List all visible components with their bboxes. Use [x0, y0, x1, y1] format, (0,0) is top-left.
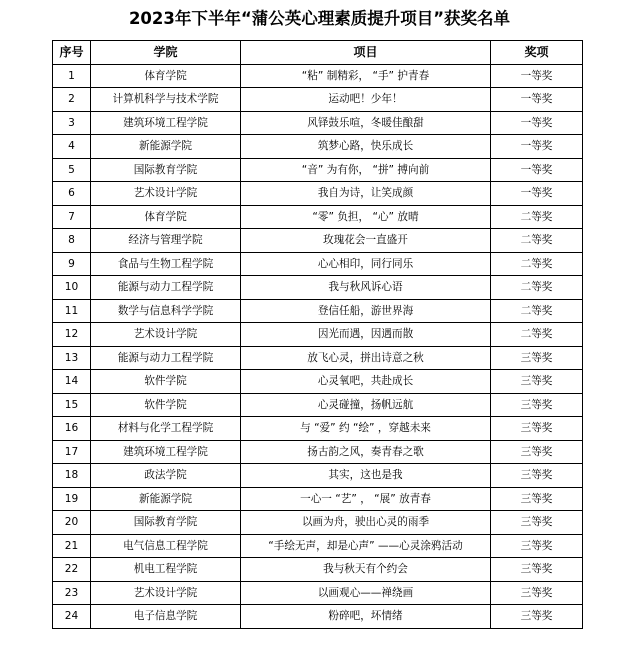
cell-num: 20 — [53, 511, 91, 535]
cell-project: 放飞心灵，拼出诗意之秋 — [241, 346, 491, 370]
table-row — [53, 205, 583, 229]
cell-num: 2 — [53, 88, 91, 112]
table-row — [53, 64, 583, 88]
cell-num: 4 — [53, 135, 91, 159]
cell-school: 电气信息工程学院 — [91, 534, 241, 558]
cell-school: 食品与生物工程学院 — [91, 252, 241, 276]
table-row — [53, 299, 583, 323]
cell-project: 一心一 “艺” ， “展” 放青春 — [241, 487, 491, 511]
table-row — [53, 323, 583, 347]
cell-num: 3 — [53, 111, 91, 135]
header-award: 奖项 — [491, 41, 583, 65]
cell-num: 23 — [53, 581, 91, 605]
header-school: 学院 — [91, 41, 241, 65]
cell-num: 21 — [53, 534, 91, 558]
award-table — [52, 40, 583, 629]
cell-project: 运动吧！少年！ — [241, 88, 491, 112]
cell-num: 6 — [53, 182, 91, 206]
cell-school: 新能源学院 — [91, 135, 241, 159]
cell-school: 艺术设计学院 — [91, 581, 241, 605]
cell-school: 数学与信息科学学院 — [91, 299, 241, 323]
cell-award: 一等奖 — [491, 88, 583, 112]
cell-award: 二等奖 — [491, 323, 583, 347]
table-row — [53, 393, 583, 417]
cell-project: “手绘无声，却是心声” ——心灵涂鸦活动 — [241, 534, 491, 558]
cell-school: 软件学院 — [91, 370, 241, 394]
cell-school: 机电工程学院 — [91, 558, 241, 582]
cell-award: 二等奖 — [491, 229, 583, 253]
cell-num: 15 — [53, 393, 91, 417]
cell-num: 1 — [53, 64, 91, 88]
cell-school: 计算机科学与技术学院 — [91, 88, 241, 112]
cell-num: 7 — [53, 205, 91, 229]
cell-award: 三等奖 — [491, 393, 583, 417]
cell-num: 8 — [53, 229, 91, 253]
table-row — [53, 158, 583, 182]
cell-school: 经济与管理学院 — [91, 229, 241, 253]
cell-award: 三等奖 — [491, 440, 583, 464]
cell-project: 心心相印，同行同乐 — [241, 252, 491, 276]
table-row — [53, 111, 583, 135]
cell-award: 三等奖 — [491, 511, 583, 535]
table-row — [53, 534, 583, 558]
cell-num: 12 — [53, 323, 91, 347]
cell-award: 三等奖 — [491, 534, 583, 558]
table-row — [53, 346, 583, 370]
cell-project: 我与秋风诉心语 — [241, 276, 491, 300]
header-num: 序号 — [53, 41, 91, 65]
cell-num: 22 — [53, 558, 91, 582]
cell-num: 16 — [53, 417, 91, 441]
cell-num: 24 — [53, 605, 91, 629]
cell-num: 9 — [53, 252, 91, 276]
cell-school: 国际教育学院 — [91, 511, 241, 535]
cell-project: “音” 为有你， “拼” 搏向前 — [241, 158, 491, 182]
table-row — [53, 464, 583, 488]
cell-school: 艺术设计学院 — [91, 182, 241, 206]
cell-school: 体育学院 — [91, 205, 241, 229]
cell-award: 二等奖 — [491, 276, 583, 300]
cell-school: 电子信息学院 — [91, 605, 241, 629]
table-row — [53, 88, 583, 112]
table-row — [53, 370, 583, 394]
table-row — [53, 229, 583, 253]
cell-award: 二等奖 — [491, 252, 583, 276]
cell-school: 能源与动力工程学院 — [91, 276, 241, 300]
cell-award: 一等奖 — [491, 111, 583, 135]
cell-project: 因光而遇，因遇而散 — [241, 323, 491, 347]
cell-project: 其实，这也是我 — [241, 464, 491, 488]
cell-award: 三等奖 — [491, 558, 583, 582]
cell-award: 三等奖 — [491, 464, 583, 488]
cell-award: 三等奖 — [491, 417, 583, 441]
table-header-row — [53, 41, 583, 65]
cell-school: 建筑环境工程学院 — [91, 440, 241, 464]
cell-project: 我与秋天有个约会 — [241, 558, 491, 582]
page-title: 2023年下半年“蒲公英心理素质提升项目”获奖名单 — [128, 9, 511, 28]
cell-school: 建筑环境工程学院 — [91, 111, 241, 135]
cell-num: 18 — [53, 464, 91, 488]
cell-num: 17 — [53, 440, 91, 464]
cell-num: 5 — [53, 158, 91, 182]
cell-award: 二等奖 — [491, 299, 583, 323]
cell-num: 14 — [53, 370, 91, 394]
header-project: 项目 — [241, 41, 491, 65]
cell-project: 风铎鼓乐喧，冬暖佳酿甜 — [241, 111, 491, 135]
table-row — [53, 135, 583, 159]
cell-award: 二等奖 — [491, 205, 583, 229]
cell-project: 以画为舟，驶出心灵的雨季 — [241, 511, 491, 535]
cell-num: 11 — [53, 299, 91, 323]
cell-award: 一等奖 — [491, 158, 583, 182]
cell-num: 10 — [53, 276, 91, 300]
cell-project: 扬古韵之风，奏青春之歌 — [241, 440, 491, 464]
table-row — [53, 182, 583, 206]
table-row — [53, 511, 583, 535]
cell-project: 以画观心——禅绕画 — [241, 581, 491, 605]
cell-award: 三等奖 — [491, 346, 583, 370]
cell-project: 筑梦心路，快乐成长 — [241, 135, 491, 159]
cell-award: 三等奖 — [491, 487, 583, 511]
cell-project: 心灵氧吧，共赴成长 — [241, 370, 491, 394]
table-row — [53, 581, 583, 605]
cell-num: 13 — [53, 346, 91, 370]
cell-project: “粘” 制精彩， “手” 护青春 — [241, 64, 491, 88]
cell-school: 能源与动力工程学院 — [91, 346, 241, 370]
table-row — [53, 252, 583, 276]
table-row — [53, 487, 583, 511]
cell-award: 三等奖 — [491, 370, 583, 394]
cell-project: 我自为诗，让笑成颜 — [241, 182, 491, 206]
table-row — [53, 440, 583, 464]
cell-school: 材料与化学工程学院 — [91, 417, 241, 441]
cell-project: “零” 负担， “心” 放晴 — [241, 205, 491, 229]
cell-award: 一等奖 — [491, 135, 583, 159]
cell-school: 体育学院 — [91, 64, 241, 88]
cell-award: 一等奖 — [491, 64, 583, 88]
cell-num: 19 — [53, 487, 91, 511]
cell-award: 三等奖 — [491, 581, 583, 605]
cell-project: 玫瑰花会一直盛开 — [241, 229, 491, 253]
cell-award: 三等奖 — [491, 605, 583, 629]
cell-project: 与 “爱” 约 “绘” ，穿越未来 — [241, 417, 491, 441]
table-row — [53, 276, 583, 300]
cell-school: 软件学院 — [91, 393, 241, 417]
table-row — [53, 417, 583, 441]
cell-school: 政法学院 — [91, 464, 241, 488]
cell-school: 新能源学院 — [91, 487, 241, 511]
table-row — [53, 605, 583, 629]
cell-school: 艺术设计学院 — [91, 323, 241, 347]
cell-award: 一等奖 — [491, 182, 583, 206]
table-row — [53, 558, 583, 582]
table-body — [53, 64, 583, 628]
cell-project: 粉碎吧，坏情绪 — [241, 605, 491, 629]
cell-project: 登信任船，游世界海 — [241, 299, 491, 323]
cell-school: 国际教育学院 — [91, 158, 241, 182]
cell-project: 心灵碰撞，扬帆远航 — [241, 393, 491, 417]
